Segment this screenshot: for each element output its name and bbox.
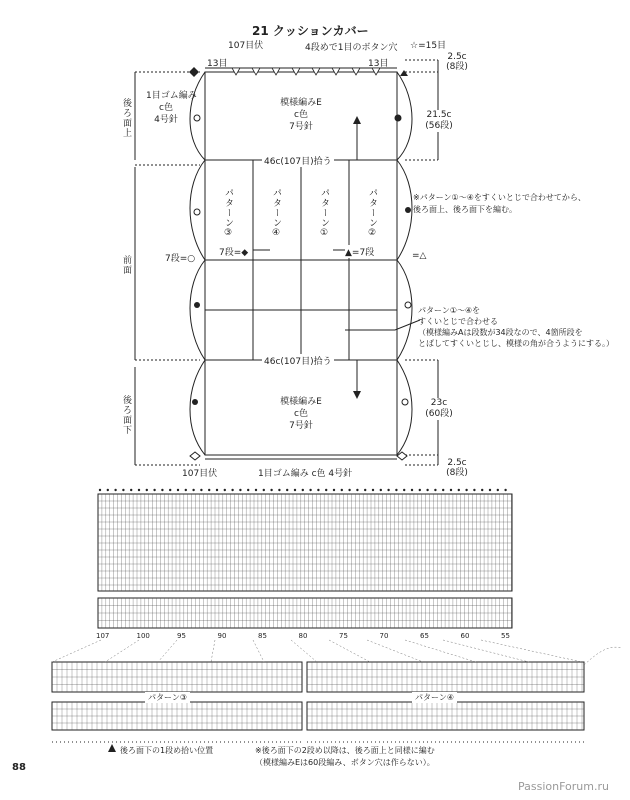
panel-upper-line-1: 模様編みE	[280, 98, 322, 108]
footnote-line-2: （模様編みEは60段編み、ボタン穴は作らない）。	[255, 758, 435, 767]
panel-upper-line-2: c色	[294, 110, 308, 120]
chart-tick-label: 70	[379, 632, 389, 640]
seven-row-diamond: 7段=◆	[219, 245, 248, 258]
seven-row-triangle: ▲=7段	[345, 245, 374, 258]
pickup-lower-label: 46c(107目)拾う	[262, 354, 334, 367]
star-note: ☆=15目	[410, 41, 447, 51]
chart-tick-label: 100	[136, 632, 150, 640]
panel-lower-line-1: 模様編みE	[280, 397, 322, 407]
page-number: 88	[12, 762, 26, 773]
bottom-ribbing-label: 1目ゴム編み c色 4号針	[258, 469, 353, 479]
panel-lower-label	[271, 396, 331, 432]
chart-tick-label: 65	[420, 632, 429, 640]
dim-upper-rows: (56段)	[425, 121, 453, 131]
seven-row-left: 7段=○	[165, 254, 196, 264]
watermark: PassionForum.ru	[518, 780, 609, 793]
pattern-2-label: パターン②	[367, 188, 377, 239]
chart-tick-label: 55	[501, 632, 510, 640]
bottom-cast-off-label: 107目伏	[182, 469, 218, 479]
panel-upper-line-3: 7号針	[289, 122, 313, 132]
dim-bottom-rib	[440, 458, 474, 478]
note-right-line-2: 後ろ面上、後ろ面下を編む。	[413, 205, 517, 214]
dim-upper-cm: 21.5c	[426, 110, 452, 120]
panel-upper-label	[271, 97, 331, 133]
dim-top-rib-rows: (8段)	[446, 62, 468, 72]
top-ribbing-label	[146, 90, 197, 126]
note-middle	[418, 305, 614, 349]
section-front: 前面	[121, 255, 131, 275]
pattern-chart-4-label: パターン④	[412, 692, 457, 703]
left-stitch-count: 13目	[207, 59, 228, 69]
section-back-lower: 後ろ面下	[121, 395, 131, 435]
footnote	[255, 745, 435, 769]
panel-lower-line-2: c色	[294, 409, 308, 419]
note-middle-line-4: とばしてすくいとじし、模様の角が合うようにする。）	[418, 339, 614, 348]
seven-row-right: =△	[412, 251, 427, 261]
ribbing-line-2: c色	[159, 103, 173, 113]
dim-bottom-rib-rows: (8段)	[446, 468, 468, 478]
dim-lower	[422, 398, 456, 420]
ribbing-line-3: 4号針	[154, 115, 178, 125]
pattern-chart-3-label: パターン③	[145, 692, 190, 703]
chart-tick-label: 107	[96, 632, 110, 640]
note-right-line-1: ※パターン①〜④をすくいとじで合わせてから、	[413, 193, 586, 202]
chart-tick-label: 85	[258, 632, 267, 640]
chart-tick-label: 60	[460, 632, 470, 640]
section-back-upper: 後ろ面上	[121, 98, 131, 138]
chart-tick-label: 80	[298, 632, 308, 640]
dim-top-rib	[440, 52, 474, 72]
pattern-3-label: パターン③	[223, 188, 233, 239]
page-title: 21 クッションカバー	[252, 24, 369, 38]
top-cast-off-label: 107目伏	[228, 41, 264, 51]
note-right	[413, 192, 586, 216]
dim-bottom-rib-cm: 2.5c	[447, 458, 467, 468]
pattern-charts	[52, 640, 622, 752]
dim-lower-rows: (60段)	[425, 409, 453, 419]
pattern-4-label: パターン④	[271, 188, 281, 239]
dim-lower-cm: 23c	[430, 398, 448, 408]
chart-tick-label: 75	[339, 632, 348, 640]
footnote-line-1: ※後ろ面下の2段め以降は、後ろ面上と同様に編む	[255, 746, 435, 755]
chart-tick-label: 90	[217, 632, 227, 640]
pattern-1-label: パターン①	[319, 188, 329, 239]
panel-lower-line-3: 7号針	[289, 421, 313, 431]
note-middle-line-1: パターン①〜④を	[418, 306, 481, 315]
note-middle-line-3: （模様編みAは段数が34段なので、4箇所段を	[418, 328, 583, 337]
stitch-chart-main	[98, 489, 512, 628]
buttonhole-label: 4段めで1目のボタン穴	[305, 43, 398, 53]
note-middle-line-2: すくいとじで合わせる	[418, 317, 498, 326]
pickup-upper-label: 46c(107目)拾う	[262, 154, 334, 167]
dim-top-rib-cm: 2.5c	[447, 52, 467, 62]
chart-tick-label: 95	[177, 632, 186, 640]
pickup-position-label: 後ろ面下の1段め拾い位置	[120, 746, 214, 755]
dim-upper	[422, 110, 456, 132]
right-stitch-count: 13目	[368, 59, 389, 69]
ribbing-line-1: 1目ゴム編み	[146, 91, 197, 101]
